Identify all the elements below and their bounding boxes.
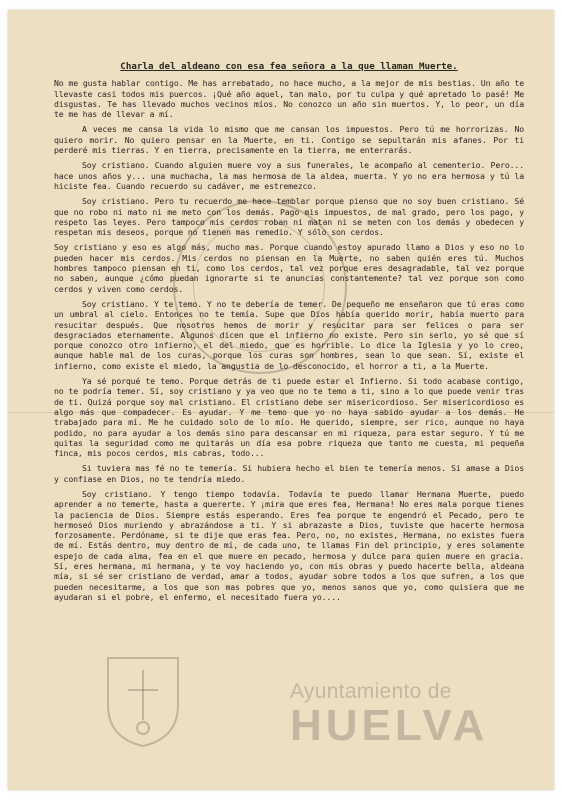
paragraph-1: No me gusta hablar contigo. Me has arrebatado, no hace mucho, a la mejor de mis bestias. Un año te llevaste casi todos mis puercos. ¡Qué año aquel, tan malo, por tu culpa y qué apretado lo pasé! Me disgustas. Te has llevado muchos vecinos míos. No conozco un año sin muertos. Y, lo peor, un día te me has de llevar a mí.	[54, 78, 524, 120]
paragraph-7: Ya sé porqué te temo. Porque detrás de ti puede estar el Infierno. Si todo acabase contigo, no te podría temer. Sí, soy cristiano y ya veo que no te temo a ti, sino a lo que puede venir tras de ti. Quizá porque soy mal cristiano. El cristiano debe ser misericordioso. Ser misericordioso es algo más que compadecer. Es ayudar. Y me temo que yo no haya sabido ayudar a los demás. He trabajado para mí. Me he cuidado solo de lo mío. He querido, siempre, ser rico, aunque no haya podido, no para ayudar a los demás sino para descansar en mi riqueza, para estar seguro. Y tú me quitas la seguridad como me quitarás un día esa pobre riqueza que tanto me cuesta, mi pequeña finca, mis pocos cerdos, mis cabras, todo...	[54, 376, 524, 459]
paragraph-2: A veces me cansa la vida lo mismo que me cansan los impuestos. Pero tú me horrorizas. No quiero morir. No quiero pensar en la Muerte, en ti. Contigo se sepultarán mis afanes. Por ti perderé mis tierras. Y en tierra, precisamente en la tierra, me enterrarás.	[54, 124, 524, 156]
paragraph-9: Soy cristiano. Y tengo tiempo todavía. Todavía te puedo llamar Hermana Muerte, puedo aprender a no temerte, hasta a quererte. Y ¡mira que eres fea, Hermana! No eres mala porque tienes la paciencia de Dios. Siempre estás esperando. Eres fea porque te engendró el Pecado, pero te hermoseó Dios muriendo y abrazándose a ti. Y si abrazaste a Dios, tuviste que hacerte hermosa forzosamente. Perdóname, si te dije que eras fea. Pero, no, no existes, Hermana, no existes fuera de mí. Estás dentro, muy dentro de mí, de cada uno, te llamas Fin del principio, y eres solamente espejo de cada alma, fea en el que muere en pecado, hermosa y dulce para quien muere en gracia. Sí, eres hermana, mi hermana, y te voy haciendo yo, con mis obras y puedo hacerte bella, aldeana mía, si sé ser cristiano de verdad, amar a todos, ayudar sobre todos a los que sufren, a los que pueden necesitarme, a los que son mas pobres que yo, menos sanos que yo, como quisiera que me ayudaran si el pobre, el enfermo, el necesitado fuera yo....	[54, 488, 524, 602]
document-page	[8, 10, 554, 790]
watermark-line-2: HUELVA	[290, 701, 489, 750]
paragraph-5: Soy cristiano y eso es algo más, mucho mas. Porque cuando estoy apurado llamo a Dios y eso no lo pueden hacer mis cerdos. Mis cerdos no piensan en la Muerte, no saben quién eres tú. Muchos hombres tampoco piensan en ti, como los cerdos, tal vez porque eres desagradable, tal vez porque no saben, aunque ¿cómo puedan ignorarte si te anuncias constantemente? tal vez porque son como cerdos y viven como cerdos.	[54, 242, 524, 294]
paragraph-6: Soy cristiano. Y te temo. Y no te debería de temer. De pequeño me enseñaron que tú eras como un umbral al cielo. Entonces no te temía. Supe que Dios había querido morir, había muerto para resucitar después. Que nosotros hemos de morir y resucitar para ser felices o para ser desgraciados eternamente. Algunos dicen que el infierno no existe. Pero sin serlo, yo sé que sí porque conozco otro infierno, el del miedo, que es horrible. Lo dice la Iglesia y yo lo creo, aunque hable mal de los curas, porque los curas son hombres, sean lo que sean. Sí, existe el infierno, como existe el miedo, la angustia de lo desconocido, el horror a ti, a la Muerte.	[54, 298, 524, 371]
archive-watermark	[290, 680, 488, 748]
document-title: Charla del aldeano con esa fea señora a la que llaman Muerte.	[120, 61, 458, 72]
paragraph-3: Soy cristiano. Cuando alguien muere voy a sus funerales, le acompaño al cementerio. Pero... hace unos años y... una muchacha, la mas hermosa de la aldea, muerta. Y yo no era hermosa y tú la hiciste fea. Cuando recuerdo su cadáver, me estremezco.	[54, 160, 524, 191]
watermark-line-1: Ayuntamiento de	[290, 680, 452, 703]
typed-text	[54, 62, 524, 607]
paragraph-8: Si tuviera mas fé no te temería. Si hubiera hecho el bien te temería menos. Si amase a Dios y confiase en Dios, no te tendría miedo.	[54, 463, 524, 484]
paragraph-4: Soy cristiano. Pero tu recuerdo me hace temblar porque pienso que no soy buen cristiano. Sé que no robo ni mato ni me meto con los demás. Pago mis impuestos, de mal grado, pero los pago, y respeto las leyes. Pero tampoco mis cerdos roban ni matan ni se meten con los demás y obedecen y respetan mis deseos, porque no tienen mas remedio. Y sólo son cerdos.	[54, 196, 524, 238]
crest-watermark-icon	[100, 650, 186, 750]
